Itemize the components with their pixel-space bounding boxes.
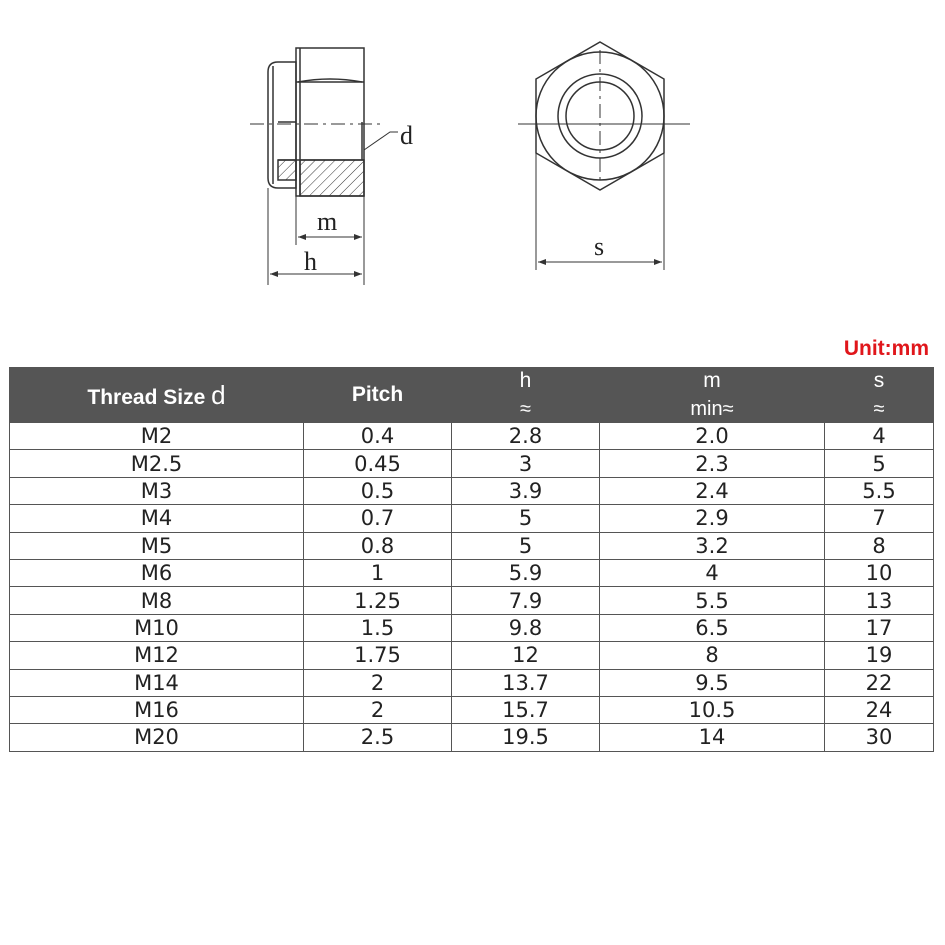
cell-s: 30 xyxy=(825,724,934,751)
table-row xyxy=(10,532,934,559)
table-row xyxy=(10,724,934,751)
cell-thread-size: M5 xyxy=(10,532,304,559)
cell-pitch: 0.45 xyxy=(304,450,452,477)
cell-m: 4 xyxy=(600,559,825,586)
cell-pitch: 1.5 xyxy=(304,614,452,641)
cell-thread-size: M2 xyxy=(10,423,304,450)
cell-m: 14 xyxy=(600,724,825,751)
table-row xyxy=(10,423,934,450)
cell-h: 7.9 xyxy=(452,587,600,614)
cell-thread-size: M3 xyxy=(10,477,304,504)
cell-m: 2.4 xyxy=(600,477,825,504)
cell-s: 17 xyxy=(825,614,934,641)
cell-m: 10.5 xyxy=(600,696,825,723)
cell-thread-size: M20 xyxy=(10,724,304,751)
cell-pitch: 0.4 xyxy=(304,423,452,450)
cell-s: 4 xyxy=(825,423,934,450)
header-m-sub: min≈ xyxy=(600,395,825,423)
spec-table xyxy=(9,367,934,752)
header-h-sub: ≈ xyxy=(452,395,600,423)
cell-s: 22 xyxy=(825,669,934,696)
cell-thread-size: M16 xyxy=(10,696,304,723)
cell-h: 12 xyxy=(452,642,600,669)
cell-h: 15.7 xyxy=(452,696,600,723)
cell-m: 2.3 xyxy=(600,450,825,477)
cell-m: 2.0 xyxy=(600,423,825,450)
spec-table-body xyxy=(10,423,934,752)
cell-thread-size: M8 xyxy=(10,587,304,614)
cell-s: 7 xyxy=(825,505,934,532)
header-h: h xyxy=(452,368,600,396)
cell-thread-size: M10 xyxy=(10,614,304,641)
cell-h: 3 xyxy=(452,450,600,477)
cell-h: 3.9 xyxy=(452,477,600,504)
table-row xyxy=(10,587,934,614)
header-thread-size xyxy=(10,368,304,423)
header-s: s xyxy=(825,368,934,396)
cell-pitch: 2 xyxy=(304,696,452,723)
cell-s: 5.5 xyxy=(825,477,934,504)
table-row xyxy=(10,642,934,669)
label-d: d xyxy=(400,121,413,150)
nut-side-view xyxy=(250,48,398,285)
cell-s: 13 xyxy=(825,587,934,614)
cell-m: 8 xyxy=(600,642,825,669)
cell-pitch: 1 xyxy=(304,559,452,586)
cell-m: 3.2 xyxy=(600,532,825,559)
cell-s: 10 xyxy=(825,559,934,586)
cell-thread-size: M14 xyxy=(10,669,304,696)
cell-m: 2.9 xyxy=(600,505,825,532)
header-pitch: Pitch xyxy=(304,368,452,423)
cell-m: 6.5 xyxy=(600,614,825,641)
cell-thread-size: M12 xyxy=(10,642,304,669)
table-row xyxy=(10,505,934,532)
cell-h: 9.8 xyxy=(452,614,600,641)
cell-s: 19 xyxy=(825,642,934,669)
cell-m: 5.5 xyxy=(600,587,825,614)
table-row xyxy=(10,477,934,504)
cell-h: 19.5 xyxy=(452,724,600,751)
cell-s: 24 xyxy=(825,696,934,723)
cell-h: 5 xyxy=(452,532,600,559)
cell-pitch: 2.5 xyxy=(304,724,452,751)
cell-pitch: 0.7 xyxy=(304,505,452,532)
header-s-sub: ≈ xyxy=(825,395,934,423)
header-m: m xyxy=(600,368,825,396)
cell-pitch: 0.5 xyxy=(304,477,452,504)
header-thread-size-label: Thread Size xyxy=(87,385,206,409)
label-m: m xyxy=(317,207,338,236)
cell-thread-size: M4 xyxy=(10,505,304,532)
table-row xyxy=(10,669,934,696)
cell-pitch: 2 xyxy=(304,669,452,696)
table-row xyxy=(10,559,934,586)
header-thread-size-symbol: d xyxy=(211,379,226,410)
cell-m: 9.5 xyxy=(600,669,825,696)
cell-h: 5.9 xyxy=(452,559,600,586)
cell-thread-size: M2.5 xyxy=(10,450,304,477)
cell-pitch: 0.8 xyxy=(304,532,452,559)
cell-h: 13.7 xyxy=(452,669,600,696)
nut-technical-drawing xyxy=(0,0,945,300)
cell-s: 5 xyxy=(825,450,934,477)
cell-pitch: 1.25 xyxy=(304,587,452,614)
cell-s: 8 xyxy=(825,532,934,559)
label-h: h xyxy=(304,247,317,276)
unit-label: Unit:mm xyxy=(843,337,929,360)
cell-h: 5 xyxy=(452,505,600,532)
cell-h: 2.8 xyxy=(452,423,600,450)
table-row xyxy=(10,450,934,477)
cell-thread-size: M6 xyxy=(10,559,304,586)
label-s: s xyxy=(594,232,605,261)
cell-pitch: 1.75 xyxy=(304,642,452,669)
table-row xyxy=(10,614,934,641)
table-row xyxy=(10,696,934,723)
